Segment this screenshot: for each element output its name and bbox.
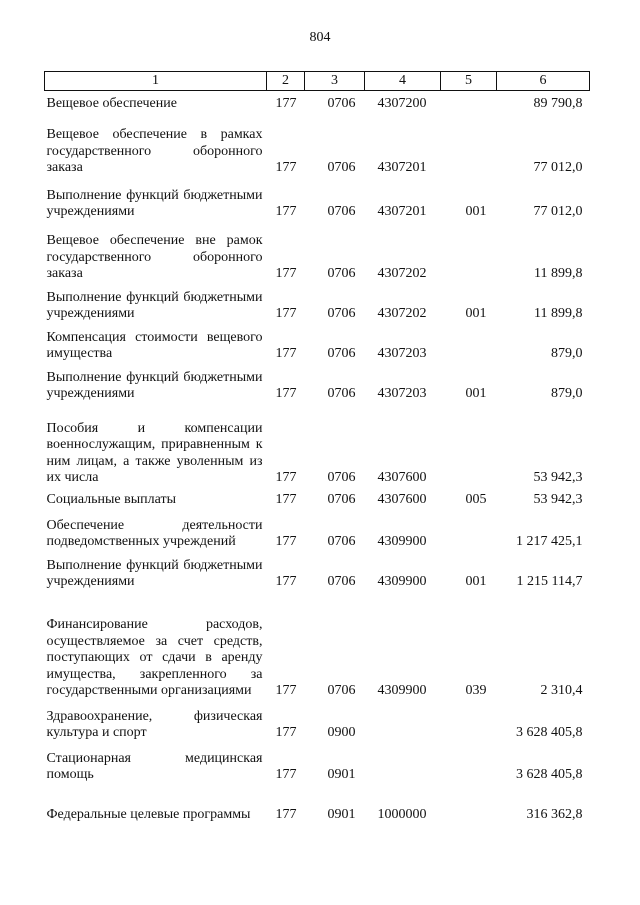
- row-section-code: 0706: [327, 306, 356, 321]
- row-ministry-code: 177: [275, 204, 297, 219]
- table-body: [45, 91, 590, 824]
- header-col-6: 6: [497, 72, 590, 91]
- row-section-code: 0706: [327, 266, 356, 281]
- header-row: [45, 72, 590, 91]
- table-row: [45, 700, 590, 742]
- header-col-1: 1: [45, 72, 267, 91]
- row-target-article: 4307202: [377, 266, 427, 281]
- row-amount: 11 899,8: [534, 266, 583, 281]
- row-amount: 316 362,8: [526, 807, 583, 822]
- row-section-code: 0706: [327, 346, 356, 361]
- row-ministry-code: 177: [275, 386, 297, 401]
- row-amount: 1 215 114,7: [516, 574, 583, 589]
- row-name: Стационарная медицинская помощь: [46, 750, 263, 782]
- row-expense-type: 001: [465, 204, 487, 219]
- row-amount: 77 012,0: [533, 160, 583, 175]
- header-col-4: 4: [365, 72, 441, 91]
- row-name: Выполнение функций бюджетными учреждениями: [46, 289, 263, 321]
- table-row: [45, 177, 590, 221]
- row-ministry-code: 177: [275, 346, 297, 361]
- row-ministry-code: 177: [275, 683, 297, 698]
- row-section-code: 0706: [327, 574, 356, 589]
- row-ministry-code: 177: [275, 807, 297, 822]
- row-expense-type: [441, 221, 497, 283]
- row-amount: 3 628 405,8: [516, 767, 583, 782]
- table-row: [45, 551, 590, 591]
- row-expense-type: [441, 323, 497, 363]
- table-row: [45, 221, 590, 283]
- row-ministry-code: 177: [275, 767, 297, 782]
- page-number: 804: [309, 30, 331, 45]
- row-name: Здравоохранение, физическая культура и спорт: [46, 708, 263, 740]
- row-target-article: 1000000: [377, 807, 427, 822]
- row-name: Выполнение функций бюджетными учреждениями: [46, 187, 263, 219]
- row-target-article: 4307600: [377, 492, 427, 507]
- row-name: Вещевое обеспечение вне рамок государственного оборонного заказа: [46, 233, 263, 281]
- row-amount: 11 899,8: [534, 306, 583, 321]
- row-section-code: 0706: [327, 683, 356, 698]
- row-section-code: 0706: [327, 204, 356, 219]
- row-target-article: 4309900: [377, 574, 427, 589]
- row-name: Выполнение функций бюджетными учреждениями: [46, 557, 263, 589]
- row-target-article: 4307203: [377, 386, 427, 401]
- row-expense-type: [441, 784, 497, 824]
- row-name: Выполнение функций бюджетными учреждениями: [46, 369, 263, 401]
- row-name: Федеральные целевые программы: [46, 807, 251, 822]
- budget-table: [44, 71, 590, 824]
- header-col-3: 3: [305, 72, 365, 91]
- table-row: [45, 363, 590, 403]
- table-row: [45, 113, 590, 177]
- row-amount: 2 310,4: [540, 683, 583, 698]
- row-amount: 3 628 405,8: [516, 725, 583, 740]
- row-expense-type: 005: [465, 492, 487, 507]
- row-section-code: 0900: [327, 725, 356, 740]
- row-name: Компенсация стоимости вещевого имущества: [46, 329, 263, 361]
- row-ministry-code: 177: [275, 96, 297, 111]
- row-name: Обеспечение деятельности подведомственных учреждений: [46, 517, 263, 549]
- row-ministry-code: 177: [275, 725, 297, 740]
- row-target-article: 4307202: [377, 306, 427, 321]
- row-section-code: 0706: [327, 534, 356, 549]
- row-expense-type: [441, 742, 497, 784]
- row-name: Социальные выплаты: [46, 492, 177, 507]
- header-col-5: 5: [441, 72, 497, 91]
- row-name: Пособия и компенсации военнослужащим, приравненным к ним лицам, а также уволенным из их числа: [46, 420, 263, 485]
- table-row: [45, 742, 590, 784]
- row-ministry-code: 177: [275, 470, 297, 485]
- header-col-2: 2: [267, 72, 305, 91]
- table-row: [45, 784, 590, 824]
- table-row: [45, 509, 590, 551]
- row-expense-type: [441, 700, 497, 742]
- row-amount: 1 217 425,1: [516, 534, 583, 549]
- row-target-article: 4309900: [377, 683, 427, 698]
- row-target-article: 4307201: [377, 160, 427, 175]
- row-expense-type: 001: [465, 306, 487, 321]
- row-name: Вещевое обеспечение: [46, 96, 177, 111]
- row-section-code: 0706: [327, 386, 356, 401]
- row-section-code: 0901: [327, 767, 356, 782]
- row-section-code: 0901: [327, 807, 356, 822]
- row-amount: 89 790,8: [533, 96, 583, 111]
- row-target-article: [365, 700, 441, 742]
- table-row: [45, 403, 590, 487]
- row-section-code: 0706: [327, 160, 356, 175]
- row-target-article: [365, 742, 441, 784]
- row-expense-type: 001: [465, 386, 487, 401]
- row-ministry-code: 177: [275, 160, 297, 175]
- row-ministry-code: 177: [275, 266, 297, 281]
- row-target-article: 4309900: [377, 534, 427, 549]
- row-expense-type: 001: [465, 574, 487, 589]
- row-name: Вещевое обеспечение в рамках государственного оборонного заказа: [46, 127, 263, 175]
- row-amount: 53 942,3: [533, 492, 583, 507]
- row-expense-type: [441, 509, 497, 551]
- table-row: [45, 323, 590, 363]
- row-expense-type: [441, 403, 497, 487]
- row-target-article: 4307600: [377, 470, 427, 485]
- row-section-code: 0706: [327, 492, 356, 507]
- table-row: [45, 591, 590, 700]
- row-name: Финансирование расходов, осуществляемое за счет средств, поступающих от сдачи в аренду имущества, закрепленного за государственными организациями: [46, 617, 263, 698]
- row-ministry-code: 177: [275, 534, 297, 549]
- table-row: [45, 91, 590, 113]
- row-expense-type: [441, 91, 497, 113]
- row-ministry-code: 177: [275, 306, 297, 321]
- table-row: [45, 283, 590, 323]
- row-target-article: 4307201: [377, 204, 427, 219]
- row-target-article: 4307203: [377, 346, 427, 361]
- row-amount: 879,0: [551, 346, 583, 361]
- row-amount: 879,0: [551, 386, 583, 401]
- table-header: [45, 72, 590, 91]
- row-expense-type: [441, 113, 497, 177]
- row-section-code: 0706: [327, 96, 356, 111]
- row-section-code: 0706: [327, 470, 356, 485]
- row-amount: 77 012,0: [533, 204, 583, 219]
- row-expense-type: 039: [465, 683, 487, 698]
- row-ministry-code: 177: [275, 574, 297, 589]
- table-row: [45, 487, 590, 509]
- row-ministry-code: 177: [275, 492, 297, 507]
- row-amount: 53 942,3: [533, 470, 583, 485]
- row-target-article: 4307200: [377, 96, 427, 111]
